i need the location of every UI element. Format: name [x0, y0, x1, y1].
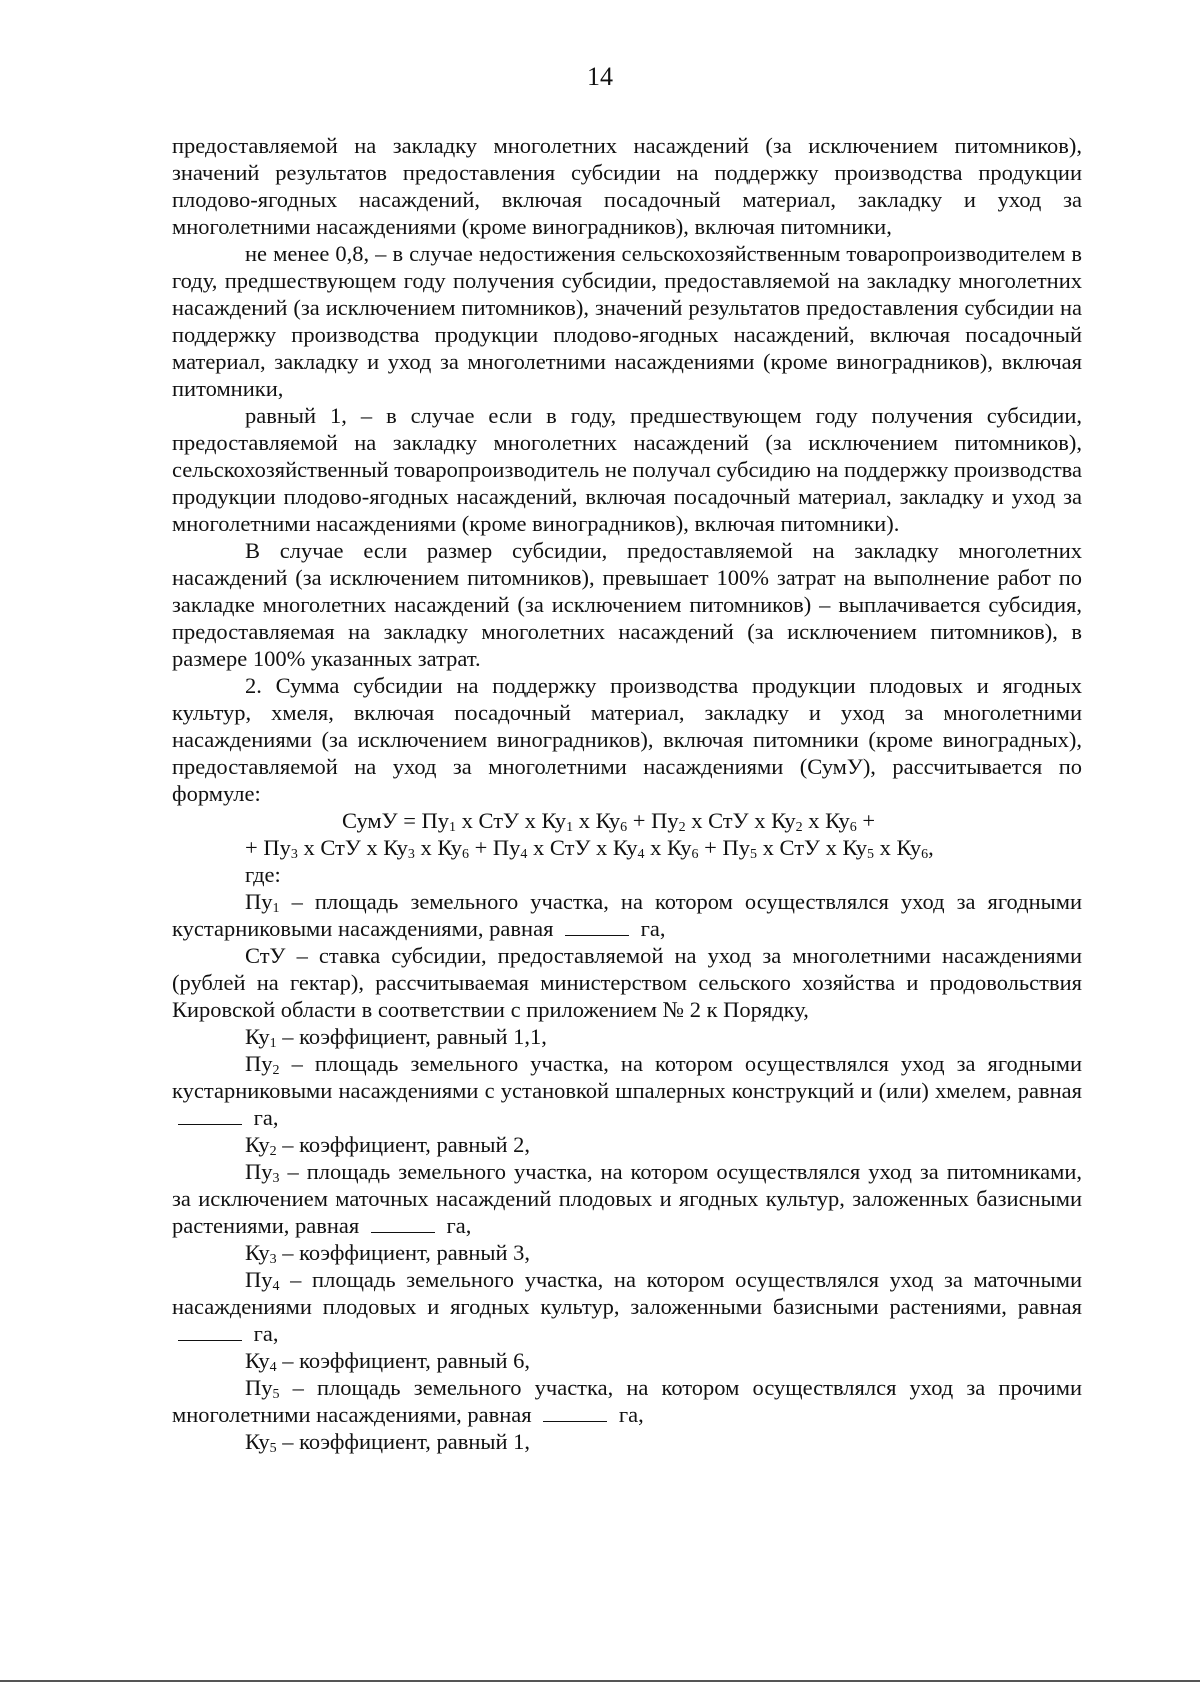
- blank-field: [565, 917, 629, 936]
- formula-line-2: + $Пу_3$ х СтУ х $Ку_3$ х $Ку_6 + Пу_4$ х СтУ х $Ку_4$ х $Ку_6 + Пу_5$ х СтУ х $Ку_5$ х $Ку_6$,: [245, 835, 934, 862]
- scan-edge-line: [0, 1680, 1200, 1682]
- definition-pu1: $Пу_1$ – площадь земельного участка, на котором осуществлялся уход за ягодными кустарниковыми насаждениями, равная га,: [172, 889, 1083, 941]
- formula-line-1: СумУ = $Пу_1$ х СтУ х $Ку_1$ х $Ку_6 + Пу_2$ х СтУ х $Ку_2$ х $Ку_6$ +: [342, 808, 876, 835]
- blank-field: [178, 1106, 242, 1125]
- paragraph: 2. Сумма субсидии на поддержку производства продукции плодовых и ягодных культур, хмеля, включая посадочный материал, закладку и уход за многолетними насаждениями (за исключением виноградников), включая питомники (кроме виноградных), предоставляемой на уход за многолетними насаждениями (СумУ), рассчитывается по формуле:: [172, 673, 1082, 806]
- definition-ku5: $Ку_5$ – коэффициент, равный 1,: [245, 1429, 531, 1456]
- paragraph: предоставляемой на закладку многолетних насаждений (за исключением питомников), значений результатов предоставления субсидии на поддержку производства продукции плодово-ягодных насаждений, включая посадочный материал, закладку и уход за многолетними насаждениями (кроме виноградников), включая питомники,: [172, 133, 1082, 239]
- definition-ku2: $Ку_2$ – коэффициент, равный 2,: [245, 1132, 531, 1159]
- definition-pu4: $Пу_4$ – площадь земельного участка, на котором осуществлялся уход за маточными насаждениями плодовых и ягодных культур, заложенными базисными растениями, равная га,: [172, 1267, 1082, 1346]
- blank-field: [178, 1322, 242, 1341]
- definition-ku1: $Ку_1$ – коэффициент, равный 1,1,: [245, 1024, 547, 1051]
- definition-pu2: $Пу_2$ – площадь земельного участка, на котором осуществлялся уход за ягодными кустарниковыми насаждениями с установкой шпалерных конструкций и (или) хмелем, равная га,: [172, 1051, 1083, 1130]
- definition-stu: СтУ – ставка субсидии, предоставляемой на уход за многолетними насаждениями (рублей на гектар), рассчитываемая министерством сельского хозяйства и продовольствия Кировской области в соответствии с приложением № 2 к Порядку,: [172, 943, 1082, 1022]
- paragraph: не менее 0,8, – в случае недостижения сельскохозяйственным товаропроизводителем в году, предшествующем году получения субсидии, предоставляемой на закладку многолетних насаждений (за исключением питомников), значений результатов предоставления субсидии на поддержку производства продукции плодово-ягодных насаждений, включая посадочный материал, закладку и уход за многолетними насаждениями (кроме виноградников), включая питомники,: [172, 241, 1082, 401]
- page-number: 14: [587, 62, 613, 91]
- definition-ku3: $Ку_3$ – коэффициент, равный 3,: [245, 1240, 531, 1267]
- paragraph: равный 1, – в случае если в году, предшествующем году получения субсидии, предоставляемой на закладку многолетних насаждений (за исключением питомников), сельскохозяйственный товаропроизводитель не получал субсидию на поддержку производства продукции плодово-ягодных насаждений, включая посадочный материал, закладку и уход за многолетними насаждениями (кроме виноградников), включая питомники).: [172, 403, 1082, 536]
- definition-ku4: $Ку_4$ – коэффициент, равный 6,: [245, 1348, 531, 1375]
- document-body: [172, 132, 1082, 1455]
- paragraph: В случае если размер субсидии, предоставляемой на закладку многолетних насаждений (за исключением питомников), превышает 100% затрат на выполнение работ по закладке многолетних насаждений (за исключением питомников) – выплачивается субсидия, предоставляемая на закладку многолетних насаждений (за исключением питомников), в размере 100% указанных затрат.: [172, 538, 1082, 671]
- definition-pu5: $Пу_5$ – площадь земельного участка, на котором осуществлялся уход за прочими многолетними насаждениями, равная га,: [172, 1375, 1082, 1427]
- blank-field: [371, 1214, 435, 1233]
- definition-pu3: $Пу_3$ – площадь земельного участка, на котором осуществлялся уход за питомниками, за исключением маточных насаждений плодовых и ягодных культур, заложенных базисными растениями, равная га,: [172, 1159, 1083, 1238]
- blank-field: [543, 1403, 607, 1422]
- where-label: где:: [245, 862, 281, 887]
